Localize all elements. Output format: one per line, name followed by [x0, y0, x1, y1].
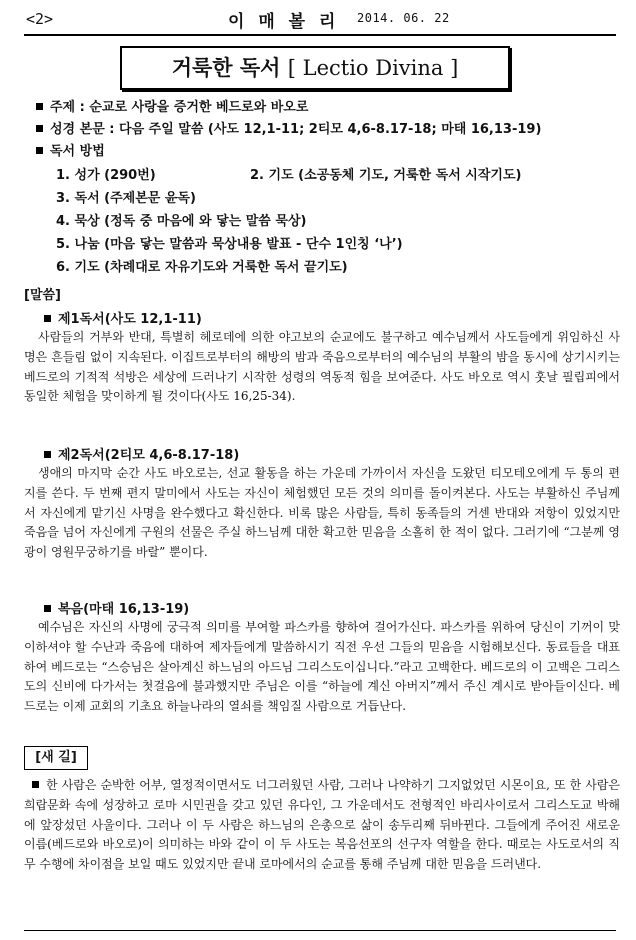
page-header [0, 0, 636, 42]
theme-text: 주제 : 순교로 사랑을 증거한 베드로와 바오로 [50, 100, 309, 115]
page-title-box [120, 46, 510, 90]
method-step: 4. 묵상 (정독 중 마음에 와 닿는 말씀 묵상) [56, 214, 307, 229]
page-number: <2> [26, 10, 54, 28]
new-life-paragraph [24, 776, 620, 875]
square-bullet-icon [44, 451, 51, 458]
reading-heading: 복음(마태 16,13-19) [44, 598, 189, 617]
reading-body: 생애의 마지막 순간 사도 바오로는, 선교 활동을 하는 가운데 가까이서 자신을 도왔던 티모테오에게 두 통의 편지를 쓴다. 두 번째 편지 말미에서 사도는 자신이 체험했던 모든 것의 의미를 돌이켜본다. 사도는 부활하신 주님께서 자신에게 맡기신 사명을 완수했다고 확신한다. 비록 많은 사람들, 특히 동족들의 거센 반대와 저항이 있었지만 죽음을 넘어 자신에게 구원의 선물은 주실 하느님께 대한 확고한 믿음을 소홀히 한 적이 없다. 그러기에 “그분께 영광이 영원무궁하기를 바랄” 뿐이다. [24, 466, 620, 560]
square-bullet-icon [36, 147, 43, 154]
reading-body: 예수님은 자신의 사명에 궁극적 의미를 부여할 파스카를 향하여 걸어가신다. 파스카를 위하여 당신이 기꺼이 맞이하셔야 할 수난과 죽음에 대하여 제자들에게 말씀하시기 직전 우선 그들의 믿음을 시험해보신다. 동료들을 대표하여 베드로는 “스승님은 살아계신 하느님의 아드님 그리스도이십니다.”라고 고백한다. 베드로의 이 고백은 그리스도의 신비에 다가서는 첫걸음에 불과했지만 주님은 이를 “하늘에 계신 아버지”께서 주신 계시로 받아들이신다. 베드로는 이제 교회의 기초요 하늘나라의 열쇠를 책임질 사람으로 거듭난다. [24, 620, 620, 714]
footer-divider [24, 930, 616, 931]
theme-line [36, 96, 308, 115]
method-label: 독서 방법 [50, 144, 105, 159]
new-life-label: [새 길] [24, 746, 88, 770]
issue-date: 2014. 06. 22 [357, 11, 450, 25]
method-step: 5. 나눔 (마음 닿는 말씀과 묵상내용 발표 - 단수 1인칭 ‘나’) [56, 237, 403, 252]
method-line [36, 140, 105, 159]
title-latin: [ Lectio Divina ] [287, 56, 459, 80]
square-bullet-icon [32, 781, 39, 788]
reading-heading: 제1독서(사도 12,1-11) [44, 308, 202, 327]
square-bullet-icon [36, 103, 43, 110]
word-section-label: [말씀] [24, 288, 61, 303]
method-step: 2. 기도 (소공동체 기도, 거룩한 독서 시작기도) [250, 168, 522, 183]
scripture-line [36, 118, 541, 137]
scripture-text: 성경 본문 : 다음 주일 말씀 (사도 12,1-11; 2티모 4,6-8.17-18; 마태 16,13-19) [50, 122, 542, 137]
reading-heading: 제2독서(2티모 4,6-8.17-18) [44, 444, 239, 463]
method-step: 1. 성가 (290번) [56, 168, 156, 183]
new-life-body: 한 사람은 순박한 어부, 열정적이면서도 너그러웠던 사람, 그러나 나약하기 그지없었던 시몬이요, 또 한 사람은 희랍문화 속에 성장하고 로마 시민권을 갖고 있던 유다인, 그 가운데서도 전형적인 바리사이로서 그리스도교 박해에 앞장섰던 사울이다. 그러나 이 두 사람은 하느님의 은총으로 삶이 송두리째 뒤바뀐다. 그들에게 주어진 새로운 이름(베드로와 바오로)이 의미하는 바와 같이 이 두 사도는 복음선포의 선구자 역할을 한다. 때로는 사도로서의 직무 수행에 차이점을 보일 때도 있었지만 끝내 로마에서의 순교를 통해 주님께 대한 믿음을 드러낸다. [24, 778, 620, 872]
header-divider [24, 34, 616, 36]
square-bullet-icon [44, 605, 51, 612]
reading-body: 사람들의 거부와 반대, 특별히 헤로데에 의한 야고보의 순교에도 불구하고 예수님께서 사도들에게 위임하신 사명은 흔들림 없이 지속된다. 이집트로부터의 해방의 밤과 죽음으로부터의 예수님의 부활의 밤을 동시에 상기시키는 베드로의 기적적 석방은 세상에 드러나기 시작한 성령의 역동적 힘을 보여준다. 사도 바오로 역시 훗날 필립피에서 동일한 체험을 맞이하게 될 것이다(사도 16,25-34). [24, 330, 620, 404]
method-step: 6. 기도 (차례대로 자유기도와 거룩한 독서 끝기도) [56, 260, 348, 275]
square-bullet-icon [44, 315, 51, 322]
title-korean: 거룩한 독서 [171, 56, 281, 80]
method-step: 3. 독서 (주제본문 윤독) [56, 191, 196, 206]
newsletter-name: 이 매 볼 리 [228, 12, 340, 32]
square-bullet-icon [36, 125, 43, 132]
